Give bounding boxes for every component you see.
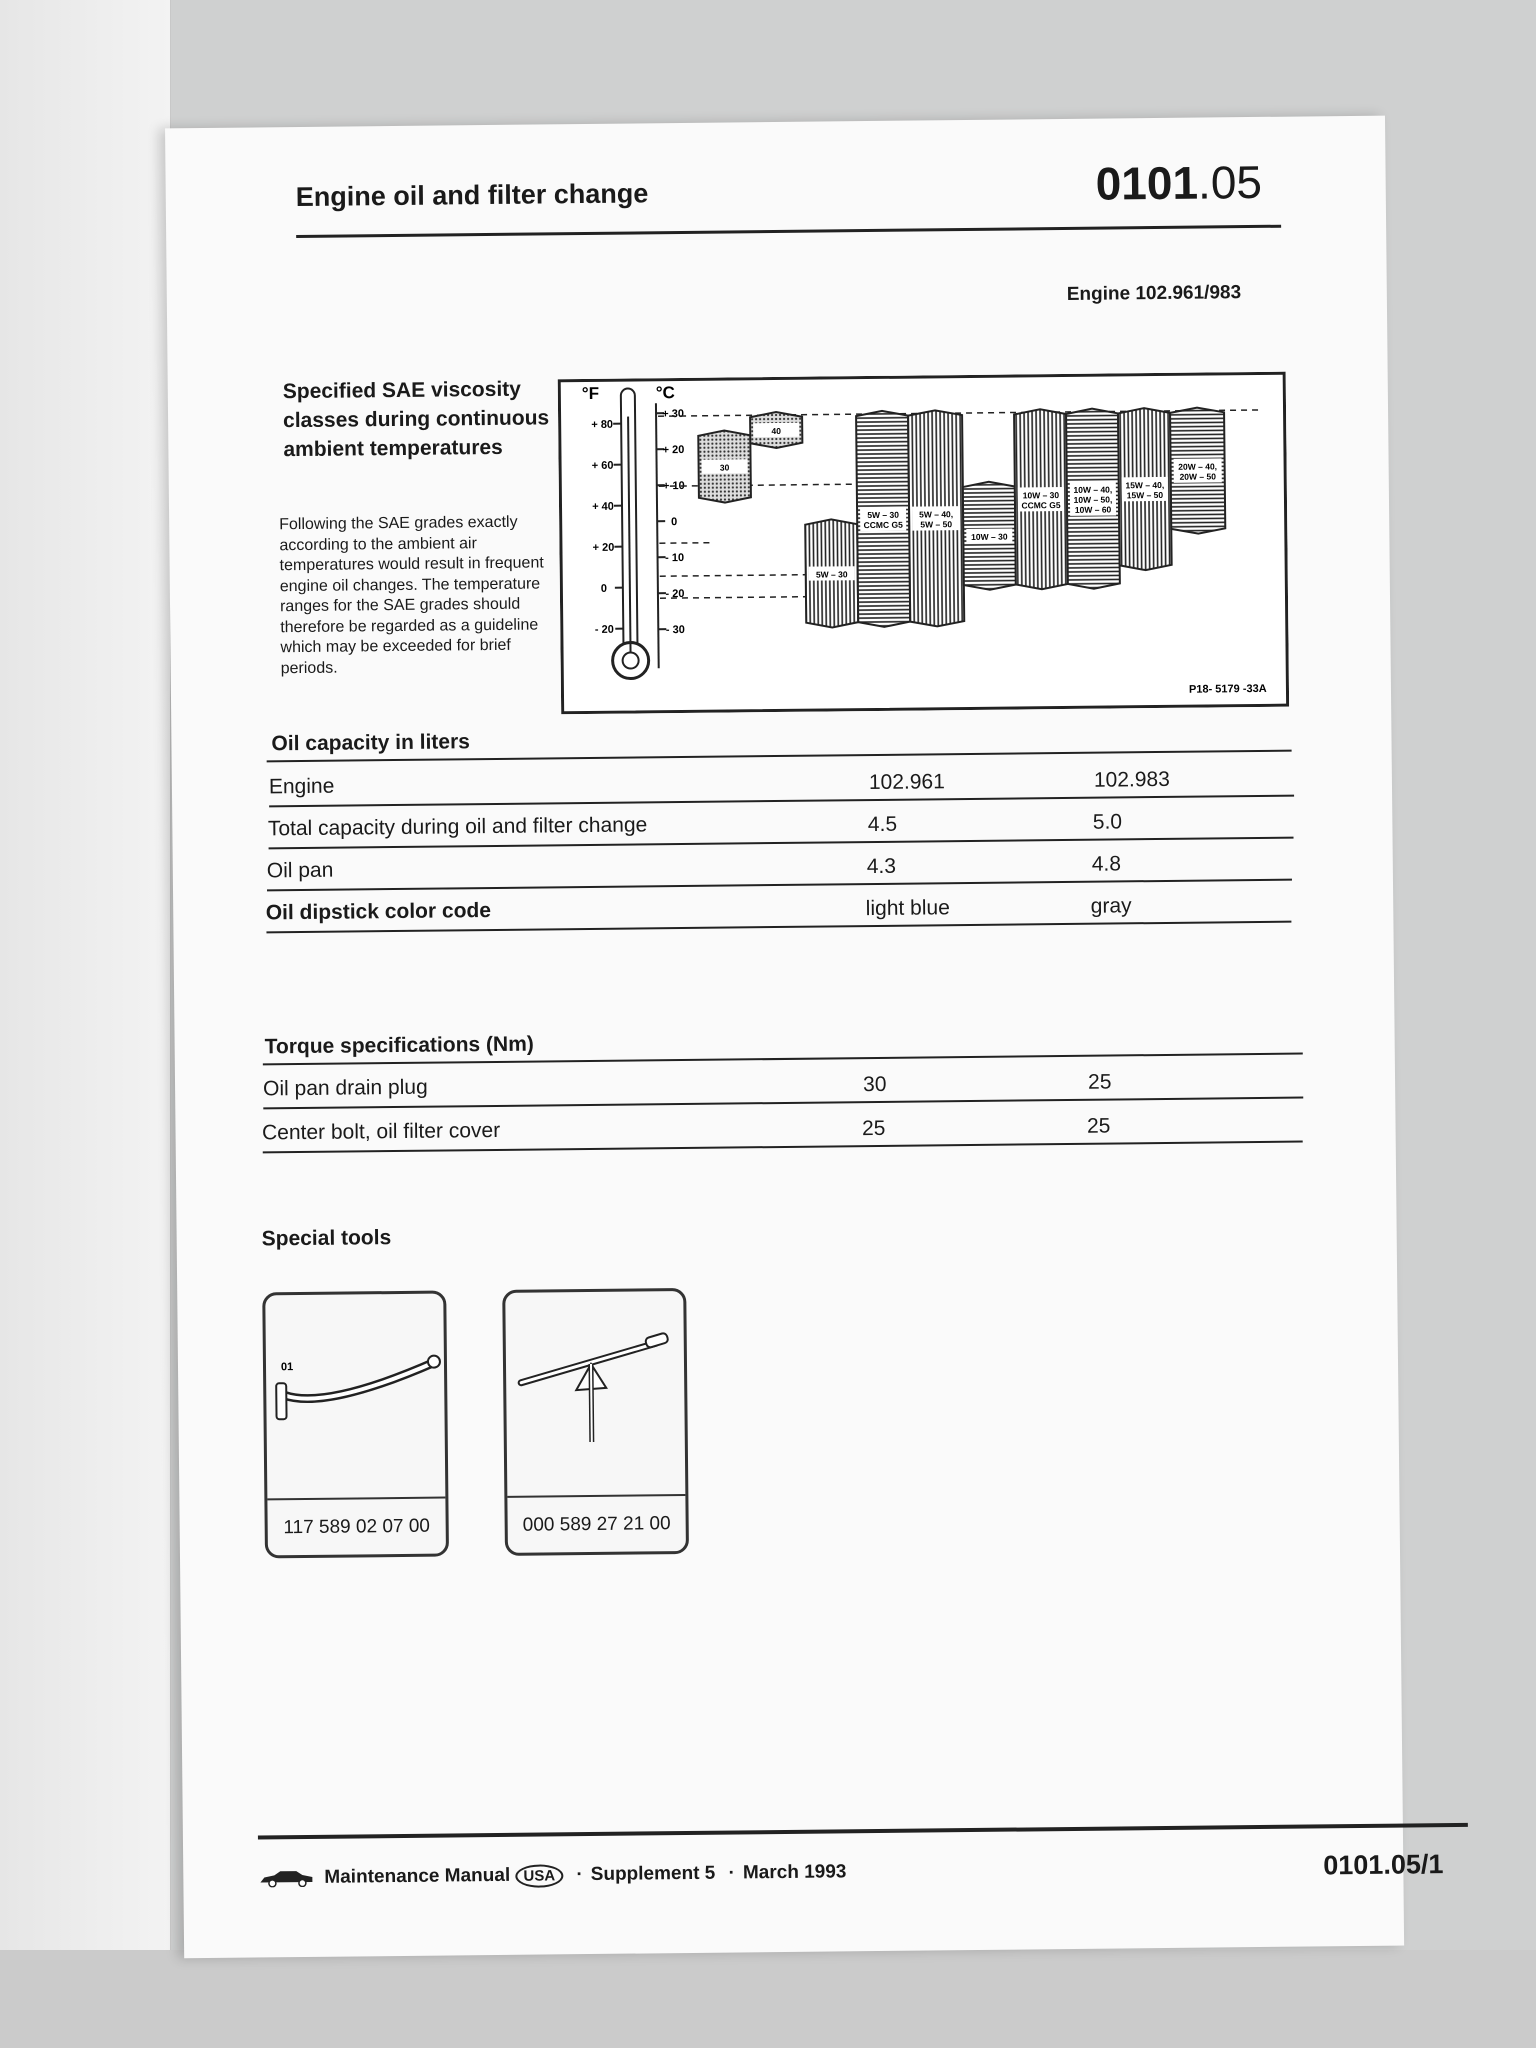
- capacity-cell-label: Total capacity during oil and filter change: [267, 813, 648, 841]
- capacity-cell-b: 4.8: [1091, 852, 1122, 876]
- page-title: Engine oil and filter change: [295, 178, 649, 213]
- bar-label: 15W – 40,: [1125, 479, 1165, 491]
- footer-supplement: Supplement 5: [590, 1862, 716, 1886]
- scale-label: - 30: [665, 623, 685, 637]
- car-icon: [258, 1869, 314, 1888]
- page-number: 0101.05/1: [1323, 1849, 1444, 1881]
- scale-label: - 20: [665, 587, 685, 601]
- section-code-sub: .05: [1197, 155, 1263, 209]
- torque-cell-label: Oil pan drain plug: [262, 1075, 428, 1101]
- torque-cell-label: Center bolt, oil filter cover: [261, 1118, 501, 1145]
- capacity-cell-b: 102.983: [1093, 767, 1170, 792]
- bar-label: 10W – 50,: [1073, 494, 1113, 505]
- torque-cell-b: 25: [1086, 1114, 1111, 1138]
- bar-label: 10W – 40,: [1073, 484, 1113, 495]
- bar-label: 5W – 30: [815, 569, 848, 580]
- bar-label: CCMC G5: [863, 519, 903, 531]
- bar-label: 10W – 30: [1022, 490, 1060, 501]
- oil-capacity-title: Oil capacity in liters: [271, 730, 471, 756]
- bar-label: 5W – 40,: [919, 509, 954, 520]
- scale-label: - 10: [665, 551, 685, 565]
- capacity-cell-label: Engine: [268, 774, 335, 799]
- special-tools-title: Special tools: [261, 1226, 392, 1251]
- bar-label: 10W – 30: [971, 531, 1008, 542]
- capacity-cell-a: 4.5: [867, 812, 898, 837]
- capacity-cell-label: Oil pan: [266, 858, 334, 883]
- section-code-main: 0101: [1095, 156, 1199, 210]
- torque-wrench-illustration: [505, 1291, 685, 1493]
- scale-label: 0: [671, 516, 678, 529]
- footer-date: March 1993: [742, 1861, 847, 1884]
- scale-label: 0: [600, 582, 608, 595]
- torque-title: Torque specifications (Nm): [264, 1032, 534, 1059]
- bar-label: 30: [719, 462, 730, 473]
- bar-label: 5W – 30: [867, 509, 899, 521]
- fahrenheit-unit: °F: [581, 383, 600, 404]
- footer-separator: ·: [576, 1864, 583, 1886]
- bar-label: 15W – 50: [1126, 489, 1164, 501]
- bar-label: 20W – 50: [1179, 471, 1216, 482]
- figure-reference: P18- 5179 -33A: [1188, 682, 1267, 696]
- tool-part-number: 000 589 27 21 00: [507, 1494, 686, 1553]
- torque-cell-a: 30: [862, 1072, 887, 1097]
- footer-publication: [258, 1861, 846, 1890]
- capacity-cell-a: 4.3: [866, 854, 897, 879]
- tool-part-number: 117 589 02 07 00: [267, 1497, 446, 1556]
- scale-label: + 10: [662, 479, 685, 493]
- bar-label: 20W – 40,: [1178, 461, 1218, 472]
- scale-label: + 60: [591, 459, 614, 472]
- capacity-cell-b: gray: [1090, 894, 1132, 918]
- scale-label: + 80: [591, 418, 614, 431]
- scale-label: + 40: [592, 500, 614, 513]
- engine-label: Engine 102.961/983: [1066, 282, 1242, 305]
- torque-row: [262, 1101, 1302, 1154]
- bar-label: 10W – 60: [1074, 504, 1112, 515]
- bar-label: 40: [771, 425, 782, 437]
- viscosity-chart-svg: [558, 372, 1289, 715]
- section-code: [1095, 155, 1262, 211]
- scale-label: - 20: [594, 623, 614, 636]
- celsius-unit: °C: [655, 383, 676, 403]
- tool-callout: 01: [280, 1361, 294, 1374]
- capacity-cell-a: 102.961: [868, 770, 945, 795]
- capacity-cell-a: light blue: [865, 896, 950, 921]
- torque-cell-b: 25: [1087, 1070, 1112, 1094]
- background-page: [0, 0, 171, 2000]
- footer-divider: [258, 1823, 1468, 1840]
- bar-label: 5W – 50: [920, 519, 953, 530]
- table-surface: [0, 1950, 1536, 2048]
- manual-page: [165, 116, 1444, 1959]
- scale-label: + 20: [592, 541, 615, 554]
- torque-cell-a: 25: [861, 1116, 886, 1141]
- capacity-cell-label: Oil dipstick color code: [265, 899, 492, 925]
- bar-label: CCMC G5: [1021, 500, 1061, 511]
- viscosity-heading: Specified SAE viscosity classes during continuous ambient temperatures: [282, 377, 550, 462]
- tool-card-2: [502, 1288, 689, 1556]
- capacity-cell-b: 5.0: [1092, 810, 1123, 834]
- footer-region-badge: USA: [515, 1864, 563, 1887]
- scale-label: + 20: [662, 443, 685, 457]
- tool-card-1: [262, 1291, 449, 1559]
- footer-manual: Maintenance Manual: [324, 1864, 511, 1888]
- viscosity-note: Following the SAE grades exactly according to the ambient air temperatures would result in frequent engine oil changes. The temperature ranges for the SAE grades should therefore be regarded as a guideline which may be exceeded for brief periods.: [279, 513, 544, 677]
- header-divider: [296, 225, 1281, 238]
- footer-separator: ·: [728, 1862, 736, 1884]
- scale-label: + 30: [662, 407, 684, 421]
- viscosity-chart: [558, 372, 1289, 715]
- oil-filter-wrench-illustration: [265, 1294, 445, 1496]
